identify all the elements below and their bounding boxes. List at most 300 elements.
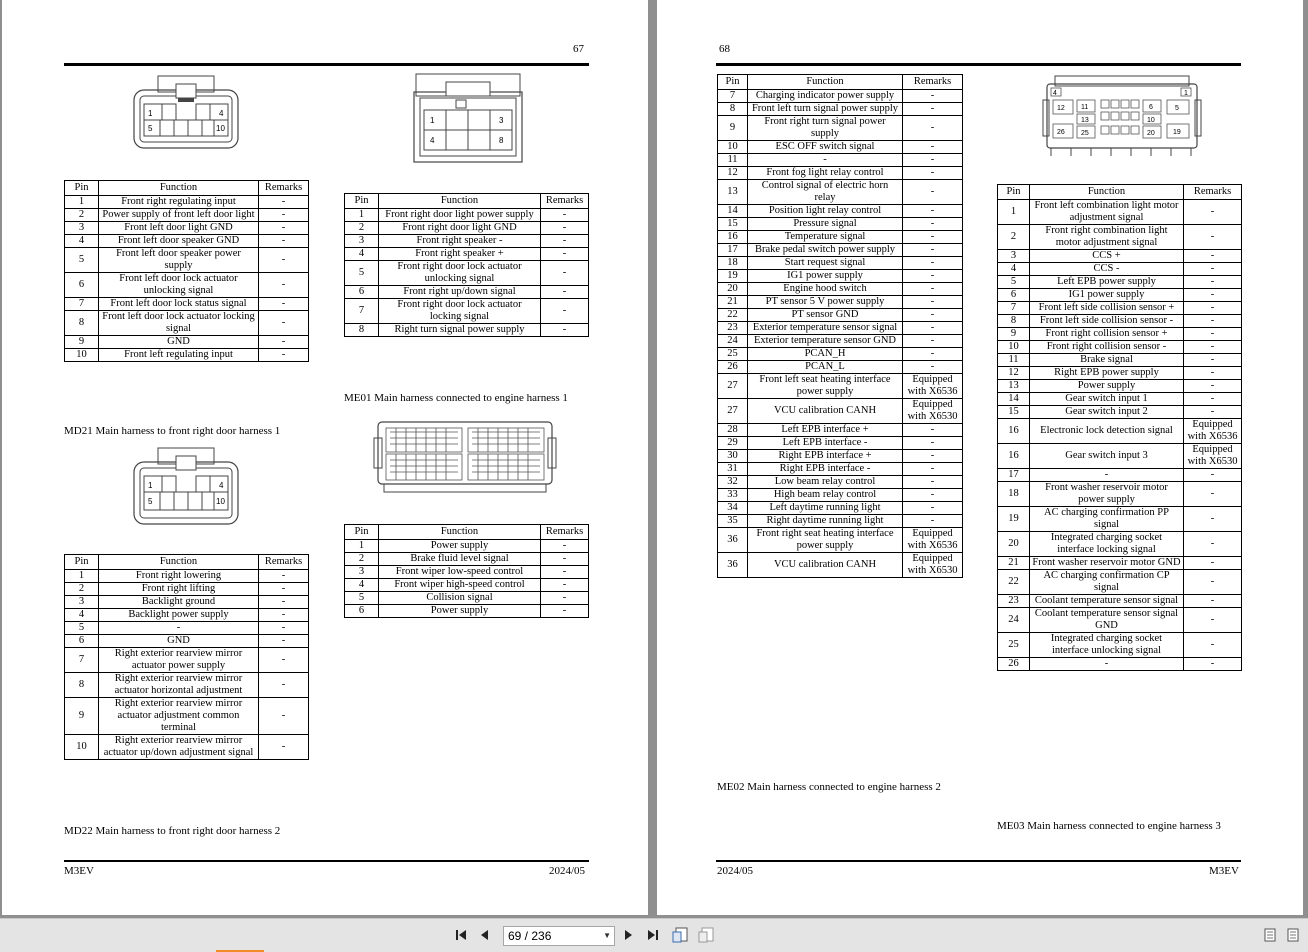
table-row	[65, 222, 309, 235]
me01-caption: ME01 Main harness connected to engine harness 1	[344, 392, 568, 404]
table-header-row	[998, 185, 1242, 200]
pin-cell: 25	[998, 633, 1030, 658]
function-cell: Control signal of electric horn relay	[748, 180, 903, 205]
remarks-cell: -	[1184, 367, 1242, 380]
pin-cell: 4	[65, 609, 99, 622]
table-row	[718, 218, 963, 231]
function-cell: Start request signal	[748, 257, 903, 270]
function-cell: Front left combination light motor adjustment signal	[1030, 200, 1184, 225]
function-cell: Front washer reservoir motor power supply	[1030, 482, 1184, 507]
pin-cell: 7	[345, 299, 379, 324]
me03-pin-label: 12	[1057, 105, 1065, 112]
pin-cell: 7	[65, 298, 99, 311]
table-row	[718, 180, 963, 205]
function-cell: ESC OFF switch signal	[748, 141, 903, 154]
md21-pin-label: 1	[148, 109, 153, 118]
pin-cell: 1	[998, 200, 1030, 225]
table-row	[65, 648, 309, 673]
remarks-cell: -	[903, 116, 963, 141]
table-row	[345, 248, 589, 261]
function-cell: High beam relay control	[748, 489, 903, 502]
remarks-cell: -	[903, 154, 963, 167]
table-row	[65, 609, 309, 622]
function-cell: Brake pedal switch power supply	[748, 244, 903, 257]
pin-cell: 8	[65, 311, 99, 336]
header-rule	[716, 63, 1241, 66]
header-rule	[64, 63, 589, 66]
fit-page-icon	[671, 926, 689, 944]
pin-cell: 1	[65, 196, 99, 209]
pin-cell: 22	[998, 570, 1030, 595]
function-cell: Integrated charging socket interface locking signal	[1030, 532, 1184, 557]
pin-cell: 8	[345, 324, 379, 337]
function-cell: Front right door light power supply	[379, 209, 541, 222]
remarks-cell: -	[1184, 633, 1242, 658]
remarks-cell: -	[903, 283, 963, 296]
page-number: 68	[719, 43, 730, 55]
function-cell: Right exterior rearview mirror actuator up/down adjustment signal	[99, 735, 259, 760]
footer-rule	[64, 860, 589, 862]
remarks-cell: -	[259, 349, 309, 362]
pin-cell: 2	[998, 225, 1030, 250]
table-row	[998, 200, 1242, 225]
function-cell: VCU calibration CANH	[748, 553, 903, 578]
table-row	[998, 393, 1242, 406]
header-function: Function	[379, 525, 541, 540]
table-row	[345, 579, 589, 592]
md22-pin-label: 10	[216, 497, 225, 506]
table-row	[998, 633, 1242, 658]
footer-date: 2024/05	[549, 865, 586, 877]
remarks-cell: -	[903, 244, 963, 257]
table-row	[718, 361, 963, 374]
header-function: Function	[99, 181, 259, 196]
md22-connector-diagram	[130, 446, 242, 528]
remarks-cell: -	[903, 309, 963, 322]
table-row	[65, 235, 309, 248]
function-cell: Right EPB interface +	[748, 450, 903, 463]
function-cell: Front left side collision sensor -	[1030, 315, 1184, 328]
pin-cell: 36	[718, 528, 748, 553]
pin-cell: 4	[998, 263, 1030, 276]
pin-cell: 19	[998, 507, 1030, 532]
remarks-cell: -	[903, 141, 963, 154]
function-cell: Engine hood switch	[748, 283, 903, 296]
table-row	[345, 222, 589, 235]
pin-cell: 26	[998, 658, 1030, 671]
pin-cell: 6	[345, 286, 379, 299]
remarks-cell: -	[259, 273, 309, 298]
function-cell: Front left door lock status signal	[99, 298, 259, 311]
pin-cell: 5	[65, 248, 99, 273]
footer-model: M3EV	[1209, 865, 1239, 877]
remarks-cell: -	[1184, 406, 1242, 419]
remarks-cell: -	[903, 218, 963, 231]
pin-cell: 25	[718, 348, 748, 361]
pin-cell: 10	[65, 349, 99, 362]
header-remarks: Remarks	[259, 555, 309, 570]
table-row	[345, 261, 589, 286]
function-cell: Collision signal	[379, 592, 541, 605]
function-cell: Right EPB interface -	[748, 463, 903, 476]
me02-connector-diagram	[372, 416, 558, 496]
function-cell: Front right door light GND	[379, 222, 541, 235]
function-cell: CCS -	[1030, 263, 1184, 276]
me03-pin-label: 25	[1081, 130, 1089, 137]
table-row	[998, 507, 1242, 532]
remarks-cell: -	[541, 566, 589, 579]
pin-cell: 29	[718, 437, 748, 450]
remarks-cell: Equipped with X6530	[903, 399, 963, 424]
header-remarks: Remarks	[541, 525, 589, 540]
table-row	[718, 205, 963, 218]
header-function: Function	[379, 194, 541, 209]
pin-cell: 2	[65, 209, 99, 222]
function-cell: VCU calibration CANH	[748, 399, 903, 424]
remarks-cell: -	[903, 231, 963, 244]
me03-pin-label: 19	[1173, 129, 1181, 136]
header-pin: Pin	[718, 75, 748, 90]
function-cell: Front left side collision sensor +	[1030, 302, 1184, 315]
remarks-cell: -	[903, 205, 963, 218]
function-cell: Backlight ground	[99, 596, 259, 609]
md22-pin-label: 1	[148, 481, 153, 490]
pin-cell: 6	[65, 273, 99, 298]
me03-pin-table	[997, 184, 1242, 671]
remarks-cell: -	[1184, 557, 1242, 570]
function-cell: Front right collision sensor +	[1030, 328, 1184, 341]
function-cell: Front right collision sensor -	[1030, 341, 1184, 354]
function-cell: Right turn signal power supply	[379, 324, 541, 337]
function-cell: -	[1030, 469, 1184, 482]
pin-cell: 8	[65, 673, 99, 698]
single-page-view-button[interactable]	[1260, 925, 1280, 945]
md22-caption: MD22 Main harness to front right door harness 2	[64, 825, 281, 837]
table-row	[65, 298, 309, 311]
pin-cell: 1	[345, 209, 379, 222]
next-page-button[interactable]	[618, 925, 638, 945]
function-cell: Temperature signal	[748, 231, 903, 244]
table-header-row	[65, 181, 309, 196]
me01-pin-table	[344, 193, 589, 337]
pin-cell: 6	[998, 289, 1030, 302]
remarks-cell: -	[541, 324, 589, 337]
remarks-cell: -	[259, 570, 309, 583]
function-cell: Front right combination light motor adjustment signal	[1030, 225, 1184, 250]
pin-cell: 24	[718, 335, 748, 348]
remarks-cell: -	[903, 257, 963, 270]
me03-pin-label: 13	[1081, 117, 1089, 124]
table-row	[345, 209, 589, 222]
me02-pin-table	[717, 74, 963, 578]
md21-pin-label: 4	[219, 109, 224, 118]
remarks-cell: -	[259, 609, 309, 622]
remarks-cell: -	[903, 437, 963, 450]
function-cell: Front right speaker +	[379, 248, 541, 261]
pin-cell: 12	[718, 167, 748, 180]
last-page-icon	[645, 927, 661, 943]
remarks-cell: -	[259, 622, 309, 635]
function-cell: Front fog light relay control	[748, 167, 903, 180]
function-cell: Front right lowering	[99, 570, 259, 583]
table-header-row	[65, 555, 309, 570]
pin-cell: 4	[345, 248, 379, 261]
table-row	[718, 244, 963, 257]
remarks-cell: -	[903, 450, 963, 463]
remarks-cell: -	[1184, 328, 1242, 341]
me01-pin-label: 4	[430, 136, 435, 145]
function-cell: Front left door speaker GND	[99, 235, 259, 248]
pin-cell: 10	[998, 341, 1030, 354]
pin-cell: 14	[718, 205, 748, 218]
table-row	[998, 532, 1242, 557]
table-row	[998, 341, 1242, 354]
table-row	[718, 257, 963, 270]
table-row	[718, 296, 963, 309]
table-row	[718, 270, 963, 283]
md21-caption: MD21 Main harness to front right door harness 1	[64, 425, 281, 437]
table-row	[998, 289, 1242, 302]
function-cell: Electronic lock detection signal	[1030, 419, 1184, 444]
pin-cell: 4	[345, 579, 379, 592]
pin-cell: 2	[345, 553, 379, 566]
chevron-down-icon[interactable]: ▼	[603, 931, 611, 940]
me03-pin-label: 11	[1081, 104, 1089, 111]
remarks-cell: -	[903, 180, 963, 205]
remarks-cell: -	[541, 222, 589, 235]
function-cell: Power supply	[1030, 380, 1184, 393]
remarks-cell: -	[1184, 595, 1242, 608]
function-cell: PCAN_H	[748, 348, 903, 361]
remarks-cell: Equipped with X6536	[903, 374, 963, 399]
remarks-cell: -	[1184, 250, 1242, 263]
table-row	[998, 595, 1242, 608]
last-page-button[interactable]	[643, 925, 663, 945]
function-cell: -	[99, 622, 259, 635]
remarks-cell: -	[903, 424, 963, 437]
table-row	[998, 263, 1242, 276]
table-row	[345, 605, 589, 618]
remarks-cell: Equipped with X6536	[903, 528, 963, 553]
remarks-cell: -	[259, 583, 309, 596]
remarks-cell: -	[1184, 276, 1242, 289]
header-pin: Pin	[345, 525, 379, 540]
remarks-cell: -	[903, 476, 963, 489]
remarks-cell: -	[1184, 570, 1242, 595]
pin-cell: 6	[345, 605, 379, 618]
me03-pin-label: 20	[1147, 130, 1155, 137]
table-row	[998, 367, 1242, 380]
fit-page-button[interactable]	[670, 925, 690, 945]
pin-cell: 6	[65, 635, 99, 648]
me03-pin-label: 5	[1175, 105, 1179, 112]
md22-pin-table	[64, 554, 309, 760]
table-row	[718, 141, 963, 154]
table-row	[998, 328, 1242, 341]
function-cell: Front right door lock actuator unlocking signal	[379, 261, 541, 286]
remarks-cell: -	[903, 270, 963, 283]
table-row	[718, 437, 963, 450]
remarks-cell: -	[903, 90, 963, 103]
table-row	[998, 380, 1242, 393]
remarks-cell: -	[1184, 507, 1242, 532]
pin-cell: 7	[65, 648, 99, 673]
function-cell: Front right turn signal power supply	[748, 116, 903, 141]
footer-model: M3EV	[64, 865, 94, 877]
remarks-cell: -	[259, 698, 309, 735]
function-cell: Front left door lock actuator locking signal	[99, 311, 259, 336]
table-row	[718, 463, 963, 476]
remarks-cell: Equipped with X6536	[1184, 419, 1242, 444]
table-header-row	[718, 75, 963, 90]
table-row	[718, 528, 963, 553]
table-row	[998, 354, 1242, 367]
header-pin: Pin	[65, 555, 99, 570]
remarks-cell: Equipped with X6530	[1184, 444, 1242, 469]
table-row	[345, 540, 589, 553]
table-header-row	[345, 194, 589, 209]
table-row	[345, 566, 589, 579]
function-cell: -	[1030, 658, 1184, 671]
pin-cell: 20	[718, 283, 748, 296]
pin-cell: 30	[718, 450, 748, 463]
table-row	[65, 336, 309, 349]
pin-cell: 15	[998, 406, 1030, 419]
remarks-cell: -	[1184, 315, 1242, 328]
remarks-cell: -	[903, 489, 963, 502]
pin-cell: 2	[345, 222, 379, 235]
pin-cell: 23	[998, 595, 1030, 608]
pin-cell: 10	[65, 735, 99, 760]
md21-pin-table	[64, 180, 309, 362]
remarks-cell: -	[259, 196, 309, 209]
function-cell: Front right regulating input	[99, 196, 259, 209]
remarks-cell: -	[541, 248, 589, 261]
me01-pin-label: 8	[499, 136, 504, 145]
first-page-button[interactable]	[451, 925, 471, 945]
remarks-cell: -	[259, 311, 309, 336]
table-row	[718, 231, 963, 244]
remarks-cell: -	[1184, 532, 1242, 557]
prev-page-button[interactable]	[475, 925, 495, 945]
function-cell: Front right door lock actuator locking signal	[379, 299, 541, 324]
remarks-cell: -	[541, 235, 589, 248]
remarks-cell: -	[259, 336, 309, 349]
header-remarks: Remarks	[259, 181, 309, 196]
table-row	[718, 476, 963, 489]
remarks-cell: -	[259, 222, 309, 235]
remarks-cell: -	[259, 635, 309, 648]
pin-cell: 36	[718, 553, 748, 578]
function-cell: Brake fluid level signal	[379, 553, 541, 566]
md21-pin-label: 5	[148, 124, 153, 133]
remarks-cell: -	[259, 735, 309, 760]
me02-caption: ME02 Main harness connected to engine harness 2	[717, 781, 941, 793]
table-row	[65, 311, 309, 336]
table-row	[998, 225, 1242, 250]
table-row	[998, 482, 1242, 507]
footer-rule	[716, 860, 1241, 862]
remarks-cell: -	[259, 235, 309, 248]
pin-cell: 7	[718, 90, 748, 103]
table-row	[65, 273, 309, 298]
pin-cell: 26	[718, 361, 748, 374]
fit-width-button[interactable]	[696, 925, 716, 945]
remarks-cell: -	[259, 209, 309, 222]
function-cell: Gear switch input 3	[1030, 444, 1184, 469]
pin-cell: 16	[998, 419, 1030, 444]
pin-cell: 18	[998, 482, 1030, 507]
table-row	[718, 424, 963, 437]
two-page-view-button[interactable]	[1283, 925, 1303, 945]
function-cell: Position light relay control	[748, 205, 903, 218]
first-page-icon	[453, 927, 469, 943]
table-row	[65, 735, 309, 760]
table-row	[65, 209, 309, 222]
header-remarks: Remarks	[903, 75, 963, 90]
table-row	[718, 450, 963, 463]
function-cell: Power supply	[379, 540, 541, 553]
remarks-cell: -	[903, 361, 963, 374]
function-cell: Front left turn signal power supply	[748, 103, 903, 116]
table-row	[345, 592, 589, 605]
pin-cell: 13	[718, 180, 748, 205]
remarks-cell: -	[1184, 380, 1242, 393]
pin-cell: 33	[718, 489, 748, 502]
function-cell: Front wiper low-speed control	[379, 566, 541, 579]
table-row	[718, 553, 963, 578]
table-row	[998, 250, 1242, 263]
table-row	[718, 399, 963, 424]
function-cell: AC charging confirmation CP signal	[1030, 570, 1184, 595]
md21-connector-diagram	[130, 74, 242, 152]
function-cell: Brake signal	[1030, 354, 1184, 367]
remarks-cell: -	[903, 335, 963, 348]
function-cell: Right exterior rearview mirror actuator power supply	[99, 648, 259, 673]
page-number-input[interactable]	[503, 926, 615, 946]
remarks-cell: -	[903, 103, 963, 116]
header-remarks: Remarks	[1184, 185, 1242, 200]
remarks-cell: -	[541, 540, 589, 553]
function-cell: Front washer reservoir motor GND	[1030, 557, 1184, 570]
remarks-cell: -	[259, 673, 309, 698]
table-row	[718, 309, 963, 322]
function-cell: IG1 power supply	[1030, 289, 1184, 302]
function-cell: Charging indicator power supply	[748, 90, 903, 103]
pin-cell: 7	[998, 302, 1030, 315]
function-cell: Left EPB power supply	[1030, 276, 1184, 289]
function-cell: Gear switch input 2	[1030, 406, 1184, 419]
page-68	[657, 0, 1303, 915]
function-cell: Left daytime running light	[748, 502, 903, 515]
header-pin: Pin	[345, 194, 379, 209]
table-row	[345, 235, 589, 248]
function-cell: Right daytime running light	[748, 515, 903, 528]
pin-cell: 14	[998, 393, 1030, 406]
me03-pin-label: 6	[1149, 104, 1153, 111]
pin-cell: 35	[718, 515, 748, 528]
remarks-cell: -	[541, 553, 589, 566]
header-pin: Pin	[998, 185, 1030, 200]
table-row	[998, 276, 1242, 289]
remarks-cell: -	[903, 515, 963, 528]
me03-connector-diagram	[1041, 74, 1203, 158]
function-cell: GND	[99, 635, 259, 648]
page-number: 67	[573, 43, 584, 55]
remarks-cell: -	[1184, 608, 1242, 633]
pin-cell: 15	[718, 218, 748, 231]
table-row	[65, 635, 309, 648]
